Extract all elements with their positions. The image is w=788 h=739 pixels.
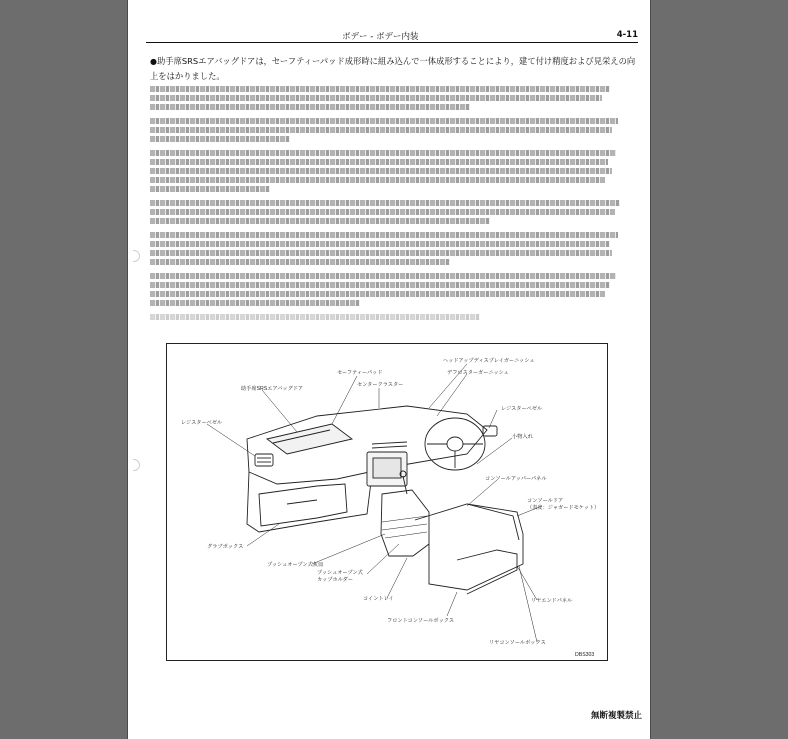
label-glove-box: グラブボックス (207, 544, 244, 550)
label-rear-end-panel: リヤエンドパネル (531, 598, 573, 604)
label-push-open-cup-2: カップホルダー (317, 577, 354, 583)
lead-text: 助手席SRSエアバッグドアは，セーフティーパッド成形時に組み込んで一体成形することにより，建て付け精度および見栄えの向上をはかりました。 (150, 56, 636, 81)
page-number: 4-11 (616, 30, 638, 40)
label-push-open-cup: プッシュオープン式 (317, 570, 363, 576)
label-coin-tray: コイントレイ (363, 596, 394, 602)
dashboard-illustration (166, 343, 608, 661)
label-register-bezel-left: レジスターベゼル (181, 420, 223, 426)
label-register-bezel-right: レジスターベゼル (501, 406, 543, 412)
label-card-holder: 小物入れ (512, 434, 533, 440)
bullet-icon: ● (150, 57, 157, 66)
label-head-up-display: ヘッドアップディスプレイガーニッシュ (443, 358, 535, 364)
label-figure-code: DBS303 (575, 652, 595, 658)
label-push-open-box: プッシュオープン式灰皿 (267, 562, 324, 568)
label-console-door-note: （表皮：ジャガードモケット） (527, 505, 600, 511)
punch-hole (133, 250, 140, 262)
label-console-upper-panel: コンソールアッパーパネル (485, 476, 547, 482)
label-center-cluster: センタークラスター (357, 382, 404, 388)
label-safety-pad: セーフティーパッド (337, 370, 383, 376)
label-rear-console-box: リヤコンソールボックス (489, 640, 546, 646)
document-page (128, 0, 650, 739)
dashboard-drawing (167, 344, 607, 660)
label-front-console-box: フロントコンソールボックス (387, 618, 455, 624)
header-rule (146, 42, 638, 43)
label-airbag-door: 助手席SRSエアバッグドア (241, 386, 303, 392)
section-title: ボデー - ボデー内装 (342, 32, 419, 42)
label-defroster: デフロスターガーニッシュ (447, 370, 509, 376)
punch-hole (133, 459, 140, 471)
lead-paragraph (150, 54, 636, 84)
copyright-notice: 無断複製禁止 (590, 711, 642, 721)
label-console-door: コンソールドア (527, 498, 564, 504)
illegible-text-block (150, 86, 620, 323)
